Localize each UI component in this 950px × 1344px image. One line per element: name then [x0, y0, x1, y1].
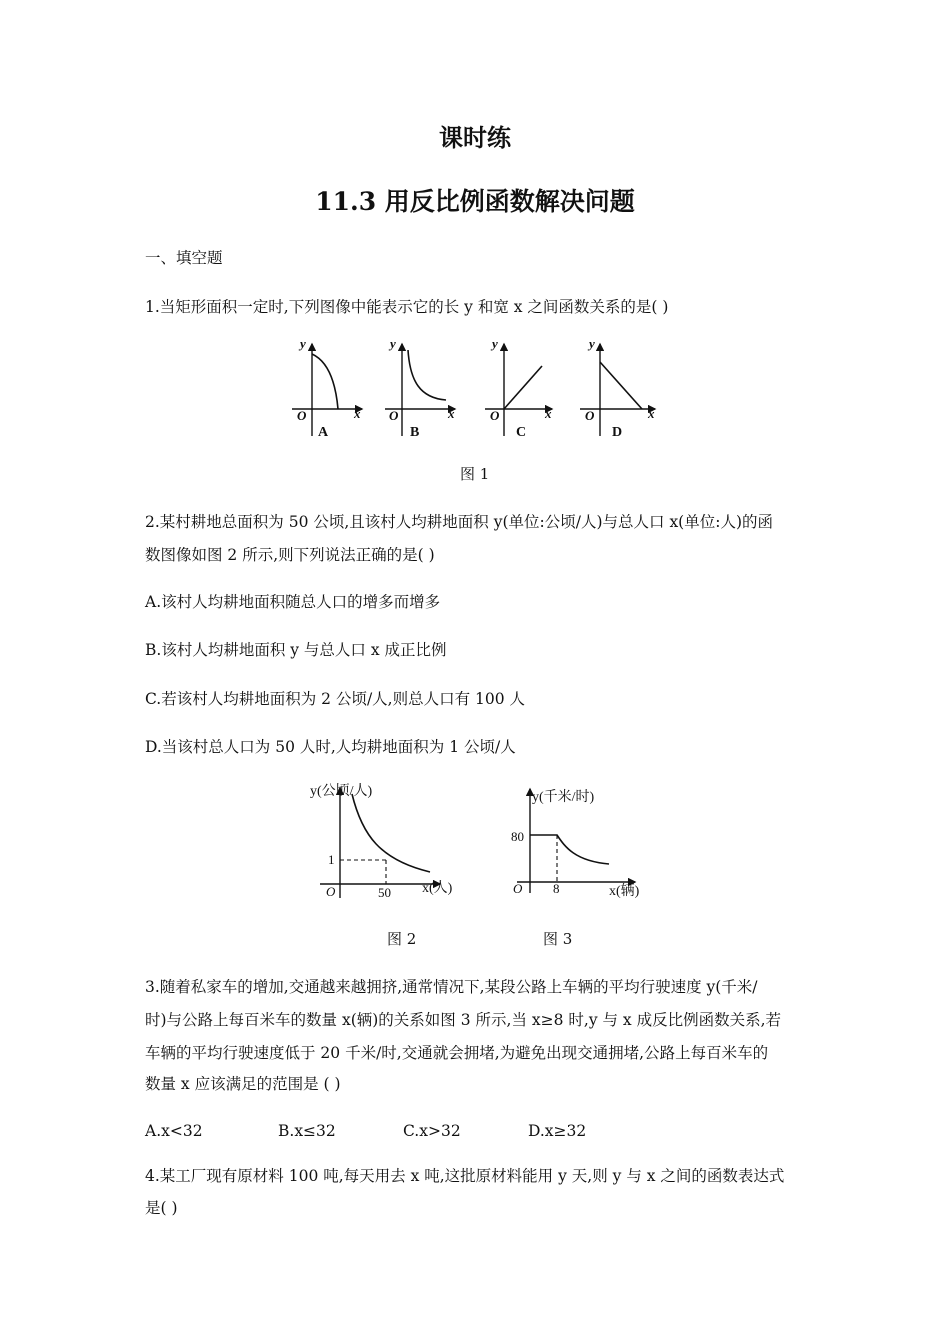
- graph-c: [485, 336, 552, 440]
- axis-y-label: y: [492, 336, 498, 351]
- line-c: [504, 366, 542, 409]
- axis-y-label: y: [300, 336, 306, 351]
- question-2-option-c: C.若该村人均耕地面积为 2 公顷/人,则总人口有 100 人: [145, 690, 526, 708]
- fig3-y-label: y(千米/时): [532, 790, 595, 805]
- question-3-option-c: C.x>32: [403, 1122, 461, 1140]
- fig3-x-tick: 8: [553, 881, 560, 896]
- graph-a: [292, 336, 362, 440]
- axis-x-label: x: [354, 406, 361, 421]
- figure-2-caption: 图 2: [387, 930, 417, 948]
- curve-b: [408, 350, 446, 400]
- fig2-y-label: y(公顷/人): [310, 784, 373, 799]
- question-3-line-4: 数量 x 应该满足的范围是 ( ): [145, 1075, 341, 1093]
- question-3-option-a: A.x<32: [145, 1122, 203, 1140]
- origin-label: O: [297, 408, 307, 423]
- question-2-option-a: A.该村人均耕地面积随总人口的增多而增多: [145, 593, 441, 611]
- fig2-origin: O: [326, 884, 336, 899]
- origin-label: O: [585, 408, 595, 423]
- figure-2: [300, 780, 470, 905]
- question-3-option-b: B.x≤32: [278, 1122, 336, 1140]
- origin-label: O: [389, 408, 399, 423]
- question-2-option-b: B.该村人均耕地面积 y 与总人口 x 成正比例: [145, 641, 447, 659]
- question-3-line-2: 时)与公路上每百米车的数量 x(辆)的关系如图 3 所示,当 x≥8 时,y 与 x 成反比例函数关系,若: [145, 1011, 782, 1029]
- question-2-line-1: 2.某村耕地总面积为 50 公顷,且该村人均耕地面积 y(单位:公顷/人)与总人口 x(单位:人)的函: [145, 513, 774, 531]
- option-label-a: A: [318, 425, 329, 440]
- question-1-text: 1.当矩形面积一定时,下列图像中能表示它的长 y 和宽 x 之间函数关系的是( ): [145, 298, 669, 316]
- option-label-d: D: [612, 425, 623, 440]
- figure-3-caption: 图 3: [543, 930, 573, 948]
- lesson-title: 11.3 用反比例函数解决问题: [315, 187, 635, 216]
- graph-d: [580, 336, 655, 440]
- axis-x-label: x: [648, 406, 655, 421]
- question-2-option-d: D.当该村总人口为 50 人时,人均耕地面积为 1 公顷/人: [145, 738, 516, 756]
- question-3-line-1: 3.随着私家车的增加,交通越来越拥挤,通常情况下,某段公路上车辆的平均行驶速度 y(千米/: [145, 978, 758, 996]
- question-3-option-d: D.x≥32: [528, 1122, 587, 1140]
- line-d: [600, 362, 642, 409]
- fig3-x-label: x(辆): [609, 884, 640, 899]
- graph-b: [385, 336, 455, 440]
- axis-y-label: y: [589, 336, 595, 351]
- figure-3: [505, 785, 650, 900]
- origin-label: O: [490, 408, 500, 423]
- question-4-line-2: 是( ): [145, 1199, 178, 1217]
- question-4-line-1: 4.某工厂现有原材料 100 吨,每天用去 x 吨,这批原材料能用 y 天,则 y 与 x 之间的函数表达式: [145, 1167, 785, 1185]
- figure-1: [280, 336, 680, 446]
- fig2-x-tick: 50: [378, 885, 391, 900]
- question-2-line-2: 数图像如图 2 所示,则下列说法正确的是( ): [145, 546, 435, 564]
- fig3-y-tick: 80: [511, 829, 524, 844]
- option-label-c: C: [516, 425, 527, 440]
- axis-y-label: y: [390, 336, 396, 351]
- page-title: 课时练: [439, 123, 511, 152]
- figure-1-caption: 图 1: [460, 465, 490, 483]
- curve-a: [312, 354, 338, 409]
- question-3-line-3: 车辆的平均行驶速度低于 20 千米/时,交通就会拥堵,为避免出现交通拥堵,公路上每百米车的: [145, 1044, 769, 1062]
- fig2-x-label: x(人): [422, 881, 453, 896]
- fig3-curve: [530, 835, 609, 864]
- option-label-b: B: [410, 425, 420, 440]
- axis-x-label: x: [448, 406, 455, 421]
- axis-x-label: x: [545, 406, 552, 421]
- fig2-y-tick: 1: [328, 852, 335, 867]
- fig3-origin: O: [513, 881, 523, 896]
- section-heading: 一、填空题: [145, 249, 223, 267]
